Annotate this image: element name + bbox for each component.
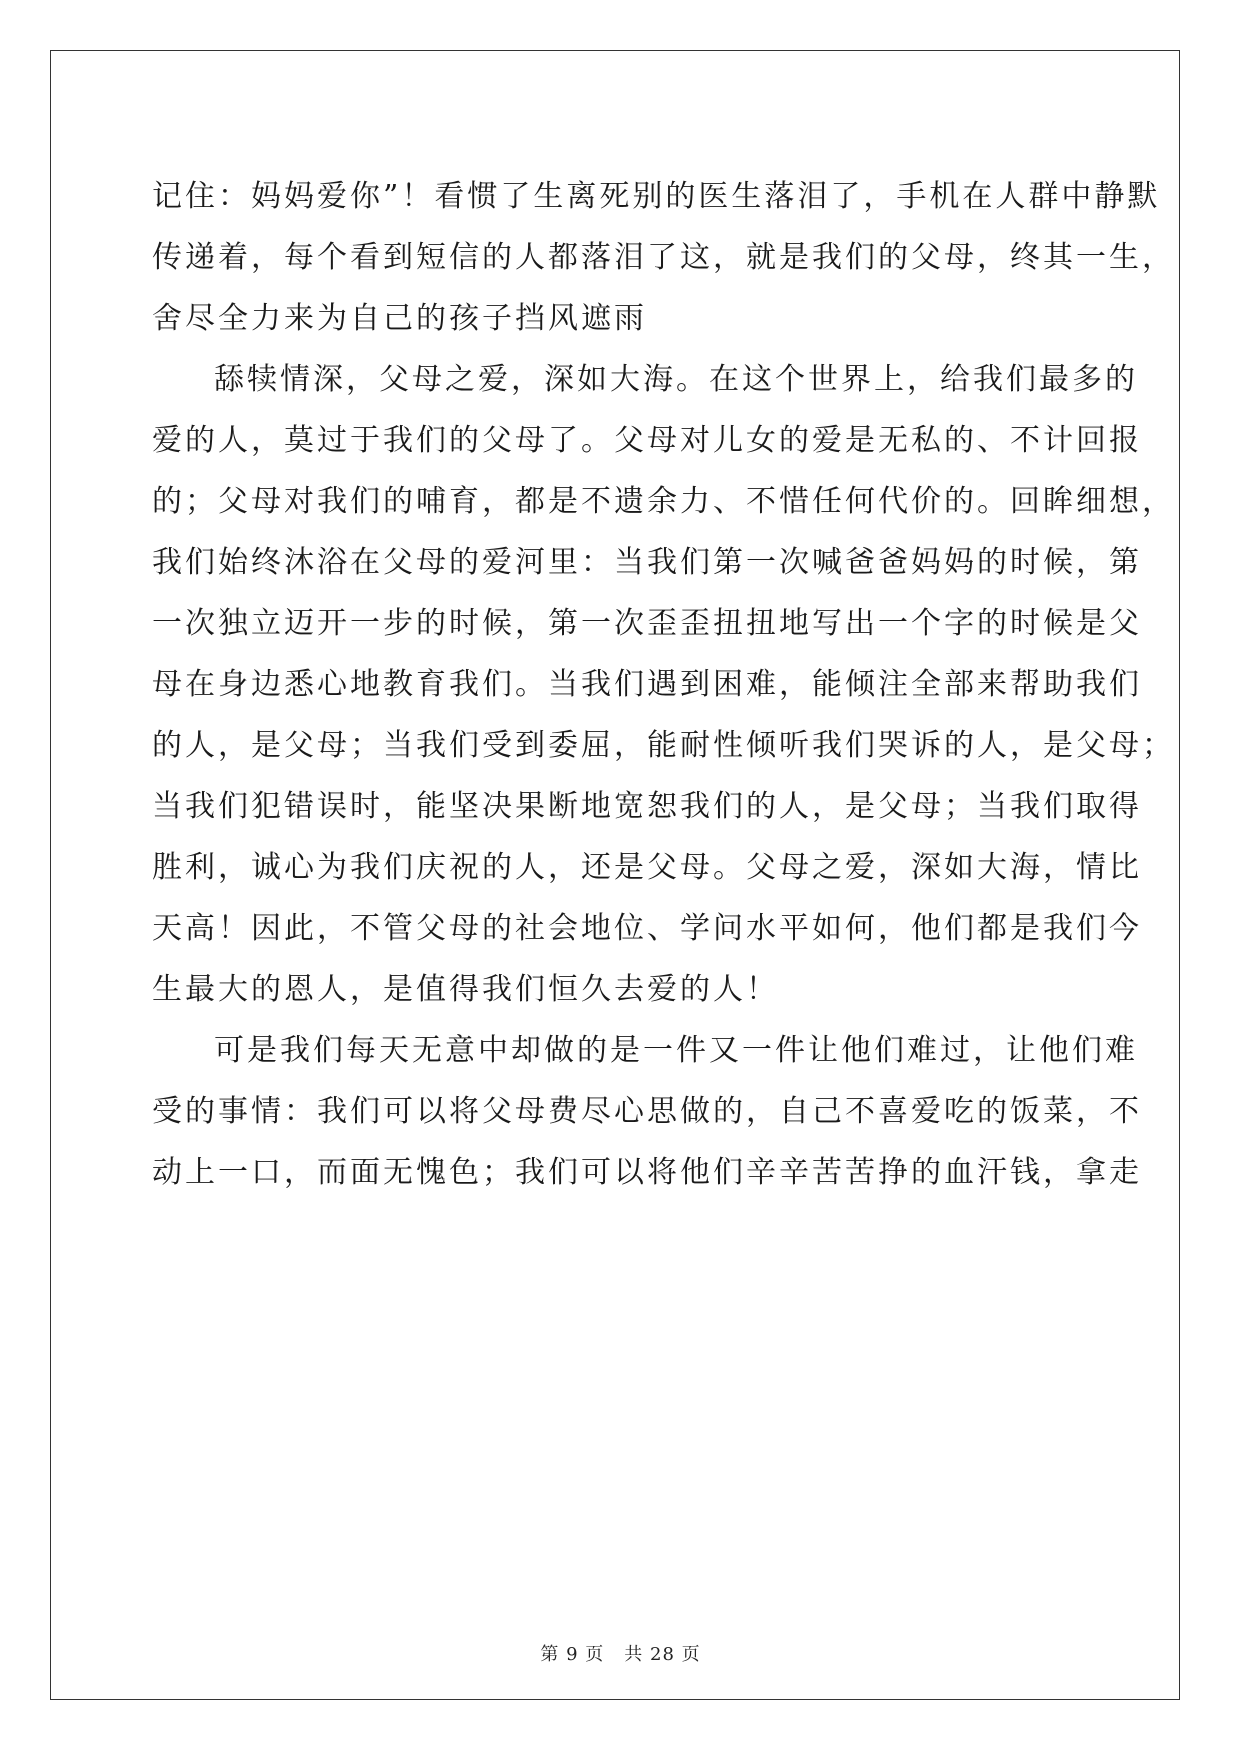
text-line: 一次独立迈开一步的时候，第一次歪歪扭扭地写出一个字的时候是父 xyxy=(152,606,1142,641)
paragraph-first-line: 可是我们每天无意中却做的是一件又一件让他们难过，让他们难 xyxy=(214,1033,1138,1068)
text-line: 母在身边悉心地教育我们。当我们遇到困难，能倾注全部来帮助我们 xyxy=(152,667,1142,702)
text-line: 的；父母对我们的哺育，都是不遗余力、不惜任何代价的。回眸细想， xyxy=(152,484,1175,519)
text-line: 胜利，诚心为我们庆祝的人，还是父母。父母之爱，深如大海，情比 xyxy=(152,850,1142,885)
text-line: 受的事情：我们可以将父母费尽心思做的，自己不喜爱吃的饭菜，不 xyxy=(152,1094,1142,1129)
text-line: 当我们犯错误时，能坚决果断地宽恕我们的人，是父母；当我们取得 xyxy=(152,789,1142,824)
text-line: 舍尽全力来为自己的孩子挡风遮雨 xyxy=(152,301,647,336)
text-line: 记住：妈妈爱你”！看惯了生离死别的医生落泪了，手机在人群中静默 xyxy=(152,179,1161,214)
text-line: 动上一口，而面无愧色；我们可以将他们辛辛苦苦挣的血汗钱，拿走 xyxy=(152,1155,1142,1190)
text-line: 生最大的恩人，是值得我们恒久去爱的人！ xyxy=(152,972,779,1007)
text-line: 爱的人，莫过于我们的父母了。父母对儿女的爱是无私的、不计回报 xyxy=(152,423,1142,458)
page-number: 第 9 页 xyxy=(540,1644,605,1665)
text-line: 的人，是父母；当我们受到委屈，能耐性倾听我们哭诉的人，是父母； xyxy=(152,728,1175,763)
text-line: 天高！因此，不管父母的社会地位、学问水平如何，他们都是我们今 xyxy=(152,911,1142,946)
text-line: 传递着，每个看到短信的人都落泪了这，就是我们的父母，终其一生， xyxy=(152,240,1175,275)
total-pages: 共 28 页 xyxy=(624,1644,701,1665)
page-footer xyxy=(0,1640,1241,1666)
document-body xyxy=(152,166,1175,1203)
text-line: 我们始终沐浴在父母的爱河里：当我们第一次喊爸爸妈妈的时候，第 xyxy=(152,545,1142,580)
paragraph-first-line: 舔犊情深，父母之爱，深如大海。在这个世界上，给我们最多的 xyxy=(214,362,1138,397)
